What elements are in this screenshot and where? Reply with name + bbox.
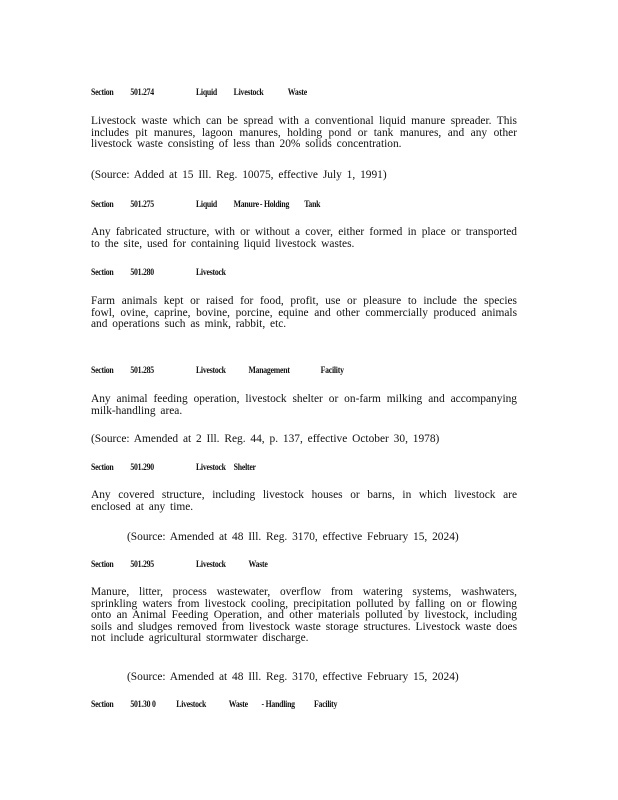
section-number: 501.275 [130, 200, 154, 210]
source-note: (Source: Amended at 48 Ill. Reg. 3170, effective February 15, 2024) [127, 531, 459, 543]
source-note: (Source: Amended at 48 Ill. Reg. 3170, effective February 15, 2024) [127, 671, 459, 683]
section-title-word: - Holding [259, 200, 290, 210]
section-label: Section [91, 88, 114, 98]
section-title-word: Tank [304, 200, 321, 210]
section-title-word: Waste [248, 560, 268, 570]
section-body: Any covered structure, including livestock houses or barns, in which livestock are enclosed at any time. [91, 489, 517, 513]
section-heading [91, 200, 320, 210]
section-label: Section [91, 268, 114, 278]
section-label: Section [91, 560, 114, 570]
section-body: Any animal feeding operation, livestock shelter or on-farm milking and accompanying milk-handling area. [91, 393, 517, 417]
section-body: Farm animals kept or raised for food, profit, use or pleasure to include the species fowl, ovine, caprine, bovine, porcine, equine and other commercially produced animals and operations such as mink, rabbit, etc. [91, 295, 517, 331]
section-heading [91, 366, 344, 376]
section-heading [91, 268, 226, 278]
section-body: Livestock waste which can be spread with a conventional liquid manure spreader. This includes pit manures, lagoon manures, holding pond or tank manures, and any other livestock waste consisting of less than 20% solids concentration. [91, 115, 517, 151]
section-heading [91, 560, 268, 570]
section-number: 501.290 [130, 463, 154, 473]
section-title-word: Liquid [195, 88, 218, 98]
source-note: (Source: Added at 15 Ill. Reg. 10075, effective July 1, 1991) [91, 169, 387, 181]
section-number: 501.280 [130, 268, 154, 278]
section-title-word: Livestock [195, 560, 226, 570]
section-title-word: Livestock [195, 268, 226, 278]
section-number: 501.295 [130, 560, 154, 570]
section-title-word: Management [248, 366, 290, 376]
section-label: Section [91, 463, 114, 473]
section-heading [91, 700, 337, 710]
section-title-word: Facility [314, 700, 338, 710]
section-title-word: Waste [228, 700, 248, 710]
section-body: Any fabricated structure, with or without a cover, either formed in place or transported to the site, used for containing liquid livestock wastes. [91, 226, 517, 250]
section-label: Section [91, 366, 114, 376]
source-note: (Source: Amended at 2 Ill. Reg. 44, p. 137, effective October 30, 1978) [91, 433, 440, 445]
section-number: 501.285 [130, 366, 154, 376]
section-title-word: Waste [287, 88, 307, 98]
section-title-word: - Handling [261, 700, 295, 710]
section-title-word: Manure [233, 200, 259, 210]
section-title-word: Livestock [195, 463, 226, 473]
section-title-word: Facility [320, 366, 344, 376]
section-heading [91, 463, 256, 473]
section-title-word: Liquid [195, 200, 218, 210]
section-title-word: Livestock [233, 88, 264, 98]
section-number: 501.30 0 [130, 700, 156, 710]
section-body: Manure, litter, process wastewater, overflow from watering systems, washwaters, sprinkling waters from livestock cooling, precipitation polluted by falling on or flowing onto an Animal Feeding Operation, and other materials polluted by livestock, including soils and sludges removed from livestock waste storage structures. Livestock waste does not include agricultural stormwater discharge. [91, 586, 517, 645]
section-title-word: Livestock [195, 366, 226, 376]
section-title-word: Livestock [176, 700, 207, 710]
section-number: 501.274 [130, 88, 154, 98]
section-heading [91, 88, 307, 98]
section-label: Section [91, 700, 114, 710]
section-title-word: Shelter [233, 463, 256, 473]
section-label: Section [91, 200, 114, 210]
